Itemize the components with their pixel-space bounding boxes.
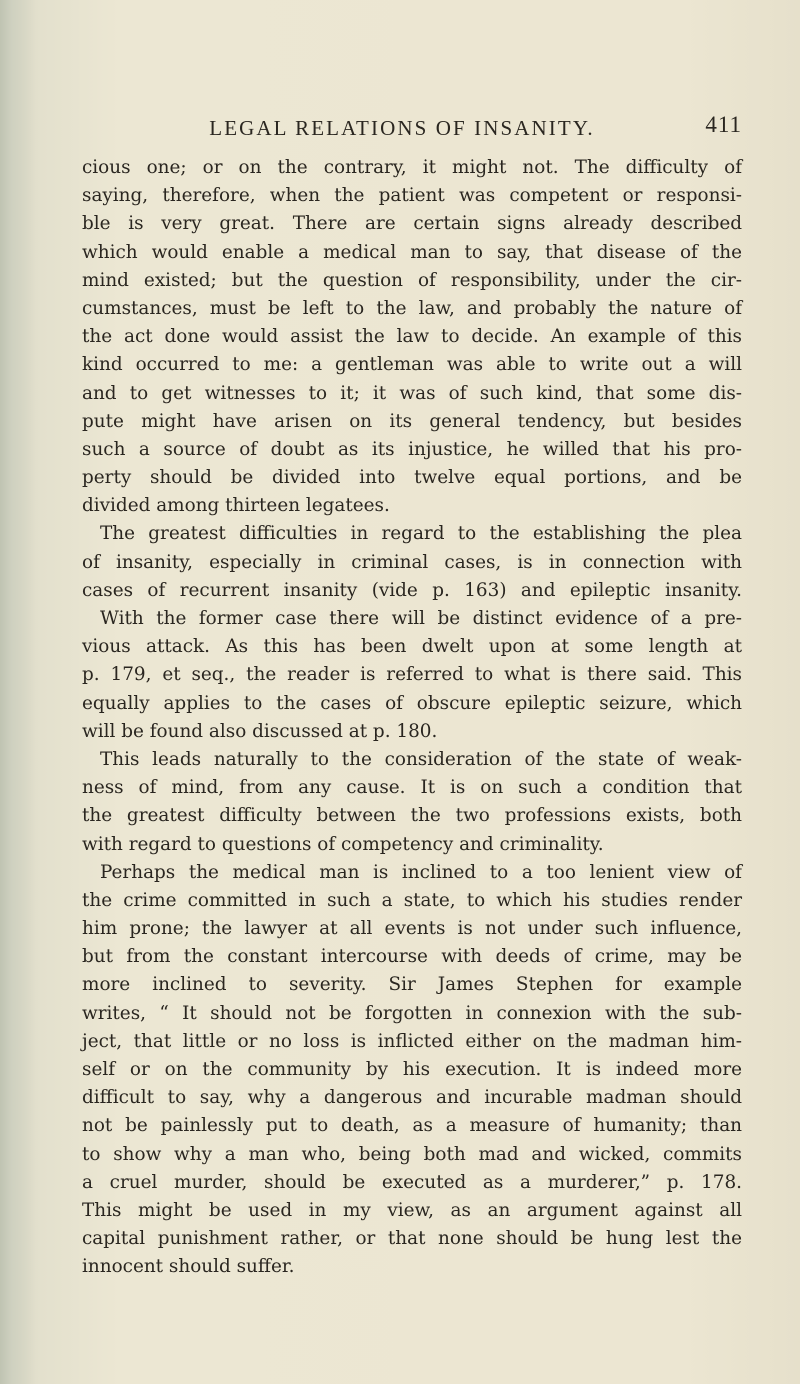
text-line: more inclined to severity. Sir James Stephen for example [82, 974, 742, 996]
gutter-shadow [0, 0, 36, 1384]
text-line: With the former case there will be distinct evidence of a pre- [100, 608, 742, 629]
running-title: LEGAL RELATIONS OF INSANITY. [209, 116, 595, 140]
text-line: divided among thirteen legatees. [82, 495, 390, 517]
body-text [82, 154, 742, 1282]
text-line: and to get witnesses to it; it was of such kind, that some dis- [82, 382, 742, 404]
text-line: him prone; the lawyer at all events is not under such influence, [82, 918, 742, 940]
text-line: with regard to questions of competency and criminality. [82, 833, 604, 855]
page-number: 411 [705, 112, 742, 137]
text-line: not be painlessly put to death, as a measure of humanity; than [82, 1115, 742, 1137]
text-line: cases of recurrent insanity (vide p. 163) and epileptic insanity. [82, 579, 742, 601]
text-line: will be found also discussed at p. 180. [82, 720, 438, 742]
text-line: such a source of doubt as its injustice, he willed that his pro- [82, 438, 742, 460]
text-line: Perhaps the medical man is inclined to a too lenient view of [100, 861, 742, 883]
text-line: the act done would assist the law to decide. An example of this [82, 326, 742, 348]
text-line: of insanity, especially in criminal cases, is in connection with [82, 551, 742, 573]
text-line: kind occurred to me: a gentleman was able to write out a will [82, 354, 742, 376]
text-line: equally applies to the cases of obscure epileptic seizure, which [82, 692, 742, 714]
text-line: cious one; or on the contrary, it might not. The difficulty of [82, 157, 742, 178]
text-line: perty should be divided into twelve equal portions, and be [82, 467, 742, 489]
text-line: self or on the community by his execution. It is indeed more [82, 1059, 742, 1080]
text-line: the greatest difficulty between the two professions exists, both [82, 805, 742, 827]
text-line: writes, “ It should not be forgotten in connexion with the sub- [82, 1002, 742, 1024]
text-line: p. 179, et seq., the reader is referred to what is there said. This [82, 664, 742, 686]
text-line: pute might have arisen on its general tendency, but besides [82, 410, 742, 432]
text-line: but from the constant intercourse with deeds of crime, may be [82, 946, 742, 968]
text-line: the crime committed in such a state, to which his studies render [82, 889, 742, 911]
text-line: cumstances, must be left to the law, and probably the nature of [82, 297, 742, 319]
text-line: mind existed; but the question of responsibility, under the cir- [82, 269, 742, 291]
text-line: The greatest difficulties in regard to the establishing the plea [100, 523, 742, 545]
text-line: This might be used in my view, as an argument against all [82, 1199, 742, 1221]
text-line: This leads naturally to the consideration of the state of weak- [100, 748, 742, 770]
running-head [82, 112, 742, 142]
text-line: to show why a man who, being both mad and wicked, commits [82, 1143, 742, 1165]
text-line: capital punishment rather, or that none should be hung lest the [82, 1228, 742, 1250]
text-line: saying, therefore, when the patient was competent or responsi- [82, 185, 742, 207]
text-line: a cruel murder, should be executed as a murderer,” p. 178. [82, 1171, 742, 1193]
text-line: vious attack. As this has been dwelt upon at some length at [82, 636, 742, 658]
text-line: ject, that little or no loss is inflicted either on the madman him- [82, 1030, 742, 1052]
text-line: difficult to say, why a dangerous and incurable madman should [82, 1087, 742, 1109]
text-line: ness of mind, from any cause. It is on such a condition that [82, 777, 742, 799]
text-line: ble is very great. There are certain signs already described [82, 213, 742, 235]
text-line: innocent should suffer. [82, 1256, 295, 1278]
text-line: which would enable a medical man to say, that disease of the [82, 241, 742, 263]
